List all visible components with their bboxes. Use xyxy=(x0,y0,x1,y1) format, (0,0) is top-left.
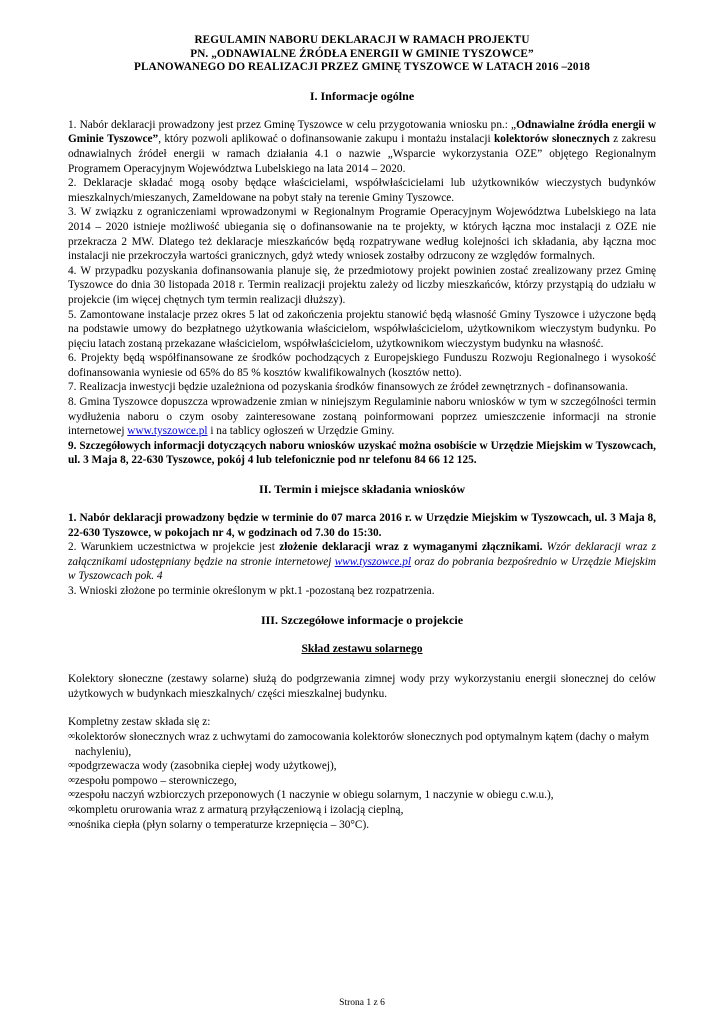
s1-paragraph-5: 5. Zamontowane instalacje przez okres 5 lat od zakończenia projektu stanowić będą własność Gminy Tyszowce i użyczone będą na podstawie umowy do bezpłatnego użytkowania właścicielom, współwłaścicielom, użytkownikom wieczystym budynku. Po pięciu latach zostaną przekazane właścicielom, współwłaścicielom, użytkownikom wieczystym budynku na własność. xyxy=(68,308,656,350)
list-item xyxy=(68,759,656,774)
section-3-heading: III. Szczegółowe informacje o projekcie xyxy=(260,612,464,627)
list-item-text: zespołu naczyń wzbiorczych przeponowych (1 naczynie w obiegu solarnym, 1 naczynie w obiegu c.w.u.), xyxy=(75,789,554,802)
bullet-icon: ∞ xyxy=(68,818,76,830)
bullet-icon: ∞ xyxy=(68,789,76,801)
s1-p8-text-a: 8. Gmina Tyszowce dopuszcza wprowadzenie zmian w niniejszym Regulaminie naboru wniosków w tym w szczególności termin wydłużenia naboru o czym osoby zainteresowane zostaną poinformowani poprzez umieszczenie informacji na stronie internetowej xyxy=(68,396,656,438)
document-content xyxy=(68,34,656,832)
list-item-text: kompletu orurowania wraz z armaturą przyłączeniową i izolacją cieplną, xyxy=(75,803,404,816)
title-line-2: PN. „ODNAWIALNE ŹRÓDŁA ENERGII W GMINIE TYSZOWCE” xyxy=(190,47,534,60)
website-link[interactable]: www.tyszowce.pl xyxy=(127,425,208,438)
page-number: Strona 1 z 6 xyxy=(339,998,385,1008)
section-3-subheading: Skład zestawu solarnego xyxy=(301,641,423,655)
s1-paragraph-3: 3. W związku z ograniczeniami wprowadzonymi w Regionalnym Programie Operacyjnym Województwa Lubelskiego na lata 2014 – 2020 istnieje możliwość ubiegania się o dofinansowanie na te projekty, w których łączna moc instalacji z OZE nie przekracza 2 MW. Dlatego też deklaracje mieszkańców będą rozpatrywane według kolejności ich składania, aby łączna moc instalacji nie przekroczyła wartości granicznych, gdyż wtedy wniosek zostałby odrzucony ze względów formalnych. xyxy=(68,206,656,263)
list-item-text: zespołu pompowo – sterowniczego, xyxy=(75,774,237,787)
s2-paragraph-2 xyxy=(68,540,656,584)
s3-list-intro: Kompletny zestaw składa się z: xyxy=(68,716,211,729)
list-item xyxy=(68,818,656,833)
title-line-3: PLANOWANEGO DO REALIZACJI PRZEZ GMINĘ TYSZOWCE W LATACH 2016 –2018 xyxy=(134,61,590,74)
list-item xyxy=(68,730,656,759)
s2-p2-text-d: oraz do pobrania bezpośrednio w Urzędzie Miejskim w Tyszowcach pok. 4 xyxy=(68,555,656,583)
s1-paragraph-7: 7. Realizacja inwestycji będzie uzależniona od pozyskania środków finansowych ze źródeł zewnętrznych - dofinansowania. xyxy=(68,381,628,394)
s2-paragraph-1: 1. Nabór deklaracji prowadzony będzie w terminie do 07 marca 2016 r. w Urzędzie Miejskim w Tyszowcach, ul. 3 Maja 8, 22-630 Tyszowce, w pokojach nr 4, w godzinach od 7.30 do 15:30. xyxy=(68,512,656,539)
title-line-1: REGULAMIN NABORU DEKLARACJI W RAMACH PROJEKTU xyxy=(194,34,530,46)
list-item xyxy=(68,788,656,803)
s1-paragraph-6: 6. Projekty będą współfinansowane ze środków pochodzących z Europejskiego Funduszu Rozwoju Regionalnego i wysokość dofinansowania wyniesie od 65% do 85 % kosztów kwalifikowalnych (kosztów netto). xyxy=(68,352,656,379)
s3-intro: Kolektory słoneczne (zestawy solarne) służą do podgrzewania zimnej wody przy wykorzystaniu energii słonecznej do celów użytkowych w budynkach mieszkalnych/ części mieszkalnej budynku. xyxy=(68,673,656,700)
s1-p8-text-b: i na tablicy ogłoszeń w Urzędzie Gminy. xyxy=(207,425,395,438)
section-2-heading: II. Termin i miejsce składania wniosków xyxy=(258,482,466,497)
list-item-text: kolektorów słonecznych wraz z uchwytami do zamocowania kolektorów słonecznych pod optymalnym kątem (dachy o małym nachyleniu), xyxy=(75,730,650,758)
s1-paragraph-9: 9. Szczegółowych informacji dotyczących naboru wniosków uzyskać można osobiście w Urzędzie Miejskim w Tyszowcach, ul. 3 Maja 8, 22-630 Tyszowce, pokój 4 lub telefonicznie pod nr telefonu 84 66 12 125. xyxy=(68,439,656,467)
s1-p1-text-e: z zakresu odnawialnych źródeł energii w ramach działania 4.1 o nazwie „Wsparcie wykorzystania OZE” objętego Regionalnym Programem Operacyjnym Województwa Lubelskiego na lata 2014 – 2020. xyxy=(68,133,656,175)
component-list xyxy=(68,730,656,832)
bullet-icon: ∞ xyxy=(68,760,76,772)
bullet-icon: ∞ xyxy=(68,730,76,742)
s1-paragraph-2: 2. Deklaracje składać mogą osoby będące właścicielami, współwłaścicielami lub użytkowników wieczystych budynków mieszkalnych/mieszanych, Zameldowane na pobyt stały na terenie Gminy Tyszowce. xyxy=(68,177,656,204)
s2-paragraph-3: 3. Wnioski złożone po terminie określonym w pkt.1 -pozostaną bez rozpatrzenia. xyxy=(68,585,435,597)
list-item-text: podgrzewacza wody (zasobnika ciepłej wody użytkowej), xyxy=(75,760,337,773)
s1-paragraph-4: 4. W przypadku pozyskania dofinansowania planuje się, że przedmiotowy projekt powinien zostać zrealizowany przez Gminę Tyszowce do dnia 30 listopada 2018 r. Termin realizacji projektu zależy od liczby mieszkańców, którzy przystąpią do udziału w projekcie (im więcej chętnych tym termin realizacji dłuższy). xyxy=(68,264,656,306)
bullet-icon: ∞ xyxy=(68,803,76,815)
s2-p2-text-b: złożenie deklaracji wraz z wymaganymi złącznikami. xyxy=(279,541,543,554)
list-item xyxy=(68,803,656,818)
s1-paragraph-1 xyxy=(68,118,656,176)
s1-p1-text-a: 1. Nabór deklaracji prowadzony jest przez Gminę Tyszowce w celu przygotowania wniosku pn.: „ xyxy=(68,118,517,131)
list-item xyxy=(68,774,656,789)
section-1-heading: I. Informacje ogólne xyxy=(309,88,415,103)
bullet-icon: ∞ xyxy=(68,774,76,786)
list-item-text: nośnika ciepła (płyn solarny o temperaturze krzepnięcia – 30°C). xyxy=(75,818,370,831)
s1-p1-collectors: kolektorów słonecznych xyxy=(494,133,610,146)
s1-p1-text-c: , który pozwoli aplikować o dofinansowanie zakupu i montażu instalacji xyxy=(158,133,495,146)
website-link-2[interactable]: www.tyszowce.pl xyxy=(334,555,412,568)
s2-p2-text-a: 2. Warunkiem uczestnictwa w projekcie jest xyxy=(68,541,280,554)
s2-p2-text-c: Wzór deklaracji wraz z załącznikami udostępniany będzie na stronie internetowej xyxy=(68,541,656,568)
s1-p1-project-name: Odnawialne źródła energii w Gminie Tyszowce” xyxy=(68,118,656,146)
document-title xyxy=(68,34,656,75)
s1-paragraph-8 xyxy=(68,395,656,439)
